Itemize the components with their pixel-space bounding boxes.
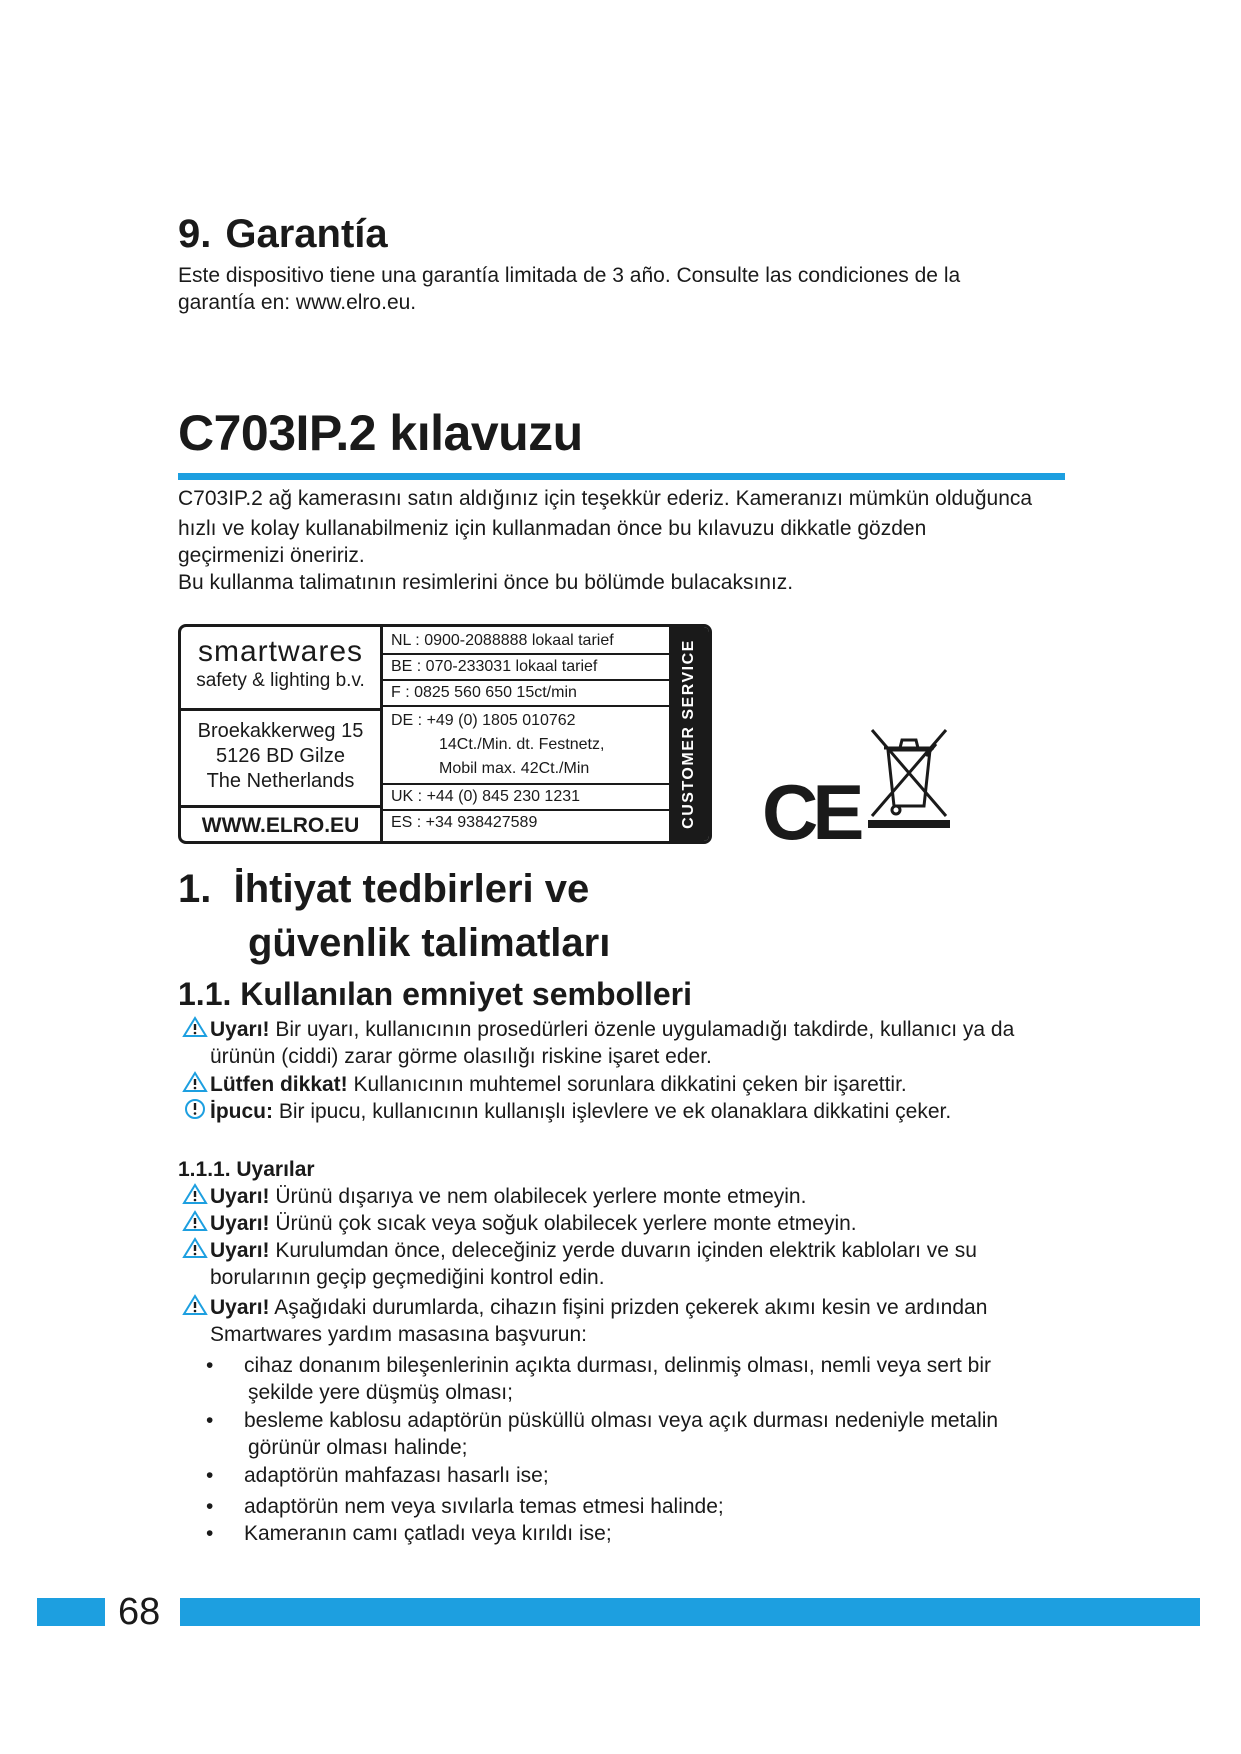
customer-service-label xyxy=(178,624,712,844)
weee-bin-icon xyxy=(866,726,952,830)
bullet-marker: • xyxy=(206,1354,214,1377)
symbol-text-cont: ürünün (ciddi) zarar görme olasılığı riskine işaret eder. xyxy=(210,1045,712,1068)
section-title-line-1: İhtiyat tedbirleri ve xyxy=(233,867,590,911)
section-number: 1. xyxy=(178,867,212,911)
intro-line-4: Bu kullanma talimatının resimlerini önce bu bölümde bulacaksınız. xyxy=(178,571,794,594)
warning-label: Uyarı! xyxy=(210,1212,270,1235)
bullet-text: Kameranın camı çatladı veya kırıldı ise; xyxy=(244,1522,612,1545)
warning-label: Uyarı! xyxy=(210,1185,270,1208)
footer-bar-right xyxy=(180,1598,1200,1626)
address-line: The Netherlands xyxy=(206,770,355,792)
symbol-label: Uyarı! xyxy=(210,1018,270,1041)
bullet-text: adaptörün nem veya sıvılarla temas etmesi halinde; xyxy=(244,1495,724,1518)
section-number: 9. xyxy=(178,212,212,256)
warning-item xyxy=(182,1210,857,1237)
manual-title: C703IP.2 kılavuzu xyxy=(178,405,583,461)
bullet-text-cont: görünür olması halinde; xyxy=(248,1436,468,1459)
bullet-marker: • xyxy=(206,1495,214,1518)
intro-line-2: hızlı ve kolay kullanabilmeniz için kullanmadan önce bu kılavuzu dikkatle gözden xyxy=(178,517,927,540)
phone-line: 14Ct./Min. dt. Festnetz, xyxy=(439,736,605,753)
brand-subtitle: safety & lighting b.v. xyxy=(196,670,365,691)
warranty-text-line-1: Este dispositivo tiene una garantía limitada de 3 año. Consulte las condiciones de la xyxy=(178,264,961,287)
bullet-item xyxy=(206,1520,612,1547)
symbol-label: İpucu: xyxy=(210,1100,273,1123)
company-column xyxy=(181,627,383,841)
address-line: Broekakkerweg 15 xyxy=(197,720,364,742)
warning-item xyxy=(182,1237,977,1291)
warning-text-cont: borularının geçip geçmediğini kontrol edin. xyxy=(210,1266,605,1289)
section-1-heading xyxy=(178,862,610,970)
bullet-item xyxy=(206,1407,998,1461)
phone-row: UK : +44 (0) 845 230 1231 xyxy=(383,785,675,811)
bullet-marker: • xyxy=(206,1522,214,1545)
warning-label: Uyarı! xyxy=(210,1239,270,1262)
ce-mark: CE xyxy=(762,768,859,856)
section-title: Garantía xyxy=(225,212,388,256)
symbol-label: Lütfen dikkat! xyxy=(210,1073,348,1096)
bullet-marker: • xyxy=(206,1464,214,1487)
address-line: 5126 BD Gilze xyxy=(216,745,345,767)
bullet-text: adaptörün mahfazası hasarlı ise; xyxy=(244,1464,549,1487)
warning-item xyxy=(182,1294,987,1348)
warning-triangle-icon xyxy=(182,1237,208,1259)
warning-triangle-icon xyxy=(182,1294,208,1316)
phone-row: F : 0825 560 650 15ct/min xyxy=(383,681,675,707)
warnings-heading: 1.1.1. Uyarılar xyxy=(178,1158,315,1181)
warning-text: Kurulumdan önce, deleceğiniz yerde duvarın içinden elektrik kabloları ve su xyxy=(269,1239,977,1262)
symbol-text: Kullanıcının muhtemel sorunlara dikkatini çeken bir işarettir. xyxy=(347,1073,907,1096)
brand-name: smartwares xyxy=(197,635,364,668)
customer-service-text: CUSTOMER SERVICE xyxy=(680,639,697,829)
warning-triangle-icon xyxy=(182,1210,208,1232)
warning-triangle-icon xyxy=(182,1183,208,1205)
address-block xyxy=(181,711,380,808)
intro-line-1: C703IP.2 ağ kamerasını satın aldığınız için teşekkür ederiz. Kameranızı mümkün olduğunca xyxy=(178,487,1033,510)
intro-line-3: geçirmenizi öneririz. xyxy=(178,544,365,567)
section-title-line-2: güvenlik talimatları xyxy=(248,921,611,965)
phone-row: BE : 070-233031 lokaal tarief xyxy=(383,655,675,681)
customer-service-sidebar xyxy=(669,627,709,841)
bullet-item xyxy=(206,1352,991,1406)
tip-circle-icon xyxy=(182,1098,208,1120)
bullet-item xyxy=(206,1493,724,1520)
warning-triangle-icon xyxy=(182,1071,208,1093)
symbol-warning xyxy=(182,1016,1014,1070)
subsection-heading: 1.1. Kullanılan emniyet sembolleri xyxy=(178,976,692,1012)
title-underline xyxy=(178,473,1065,480)
bullet-text: besleme kablosu adaptörün püsküllü olması veya açık durması nedeniyle metalin xyxy=(244,1409,999,1432)
website: WWW.ELRO.EU xyxy=(201,814,360,837)
bullet-text: cihaz donanım bileşenlerinin açıkta durması, delinmiş olması, nemli veya sert bir xyxy=(244,1354,991,1377)
warning-text: Ürünü çok sıcak veya soğuk olabilecek yerlere monte etmeyin. xyxy=(269,1212,857,1235)
phone-column xyxy=(383,627,675,841)
warranty-text-line-2: garantía en: www.elro.eu. xyxy=(178,291,417,314)
bullet-text-cont: şekilde yere düşmüş olması; xyxy=(248,1381,513,1404)
warning-triangle-icon xyxy=(182,1016,208,1038)
warning-text-cont: Smartwares yardım masasına başvurun: xyxy=(210,1323,587,1346)
footer-bar-left xyxy=(37,1598,105,1626)
warning-text: Aşağıdaki durumlarda, cihazın fişini prizden çekerek akımı kesin ve ardından xyxy=(269,1296,988,1319)
brand-block xyxy=(181,627,380,711)
warning-item xyxy=(182,1183,806,1210)
page-number: 68 xyxy=(118,1591,161,1633)
phone-line: DE : +49 (0) 1805 010762 xyxy=(391,712,576,729)
symbol-text: Bir uyarı, kullanıcının prosedürleri özenle uygulamadığı takdirde, kullanıcı ya da xyxy=(269,1018,1015,1041)
phone-row: NL : 0900-2088888 lokaal tarief xyxy=(383,627,675,655)
warning-label: Uyarı! xyxy=(210,1296,270,1319)
symbol-text: Bir ipucu, kullanıcının kullanışlı işlevlere ve ek olanaklara dikkatini çeker. xyxy=(273,1100,952,1123)
phone-row-de xyxy=(383,707,675,785)
symbol-tip xyxy=(182,1098,951,1125)
phone-line: Mobil max. 42Ct./Min xyxy=(439,760,590,777)
warning-text: Ürünü dışarıya ve nem olabilecek yerlere monte etmeyin. xyxy=(269,1185,807,1208)
section-9-heading xyxy=(178,214,388,254)
bullet-marker: • xyxy=(206,1409,214,1432)
symbol-caution xyxy=(182,1071,907,1098)
phone-row: ES : +34 938427589 xyxy=(391,814,538,831)
bullet-item xyxy=(206,1462,549,1489)
